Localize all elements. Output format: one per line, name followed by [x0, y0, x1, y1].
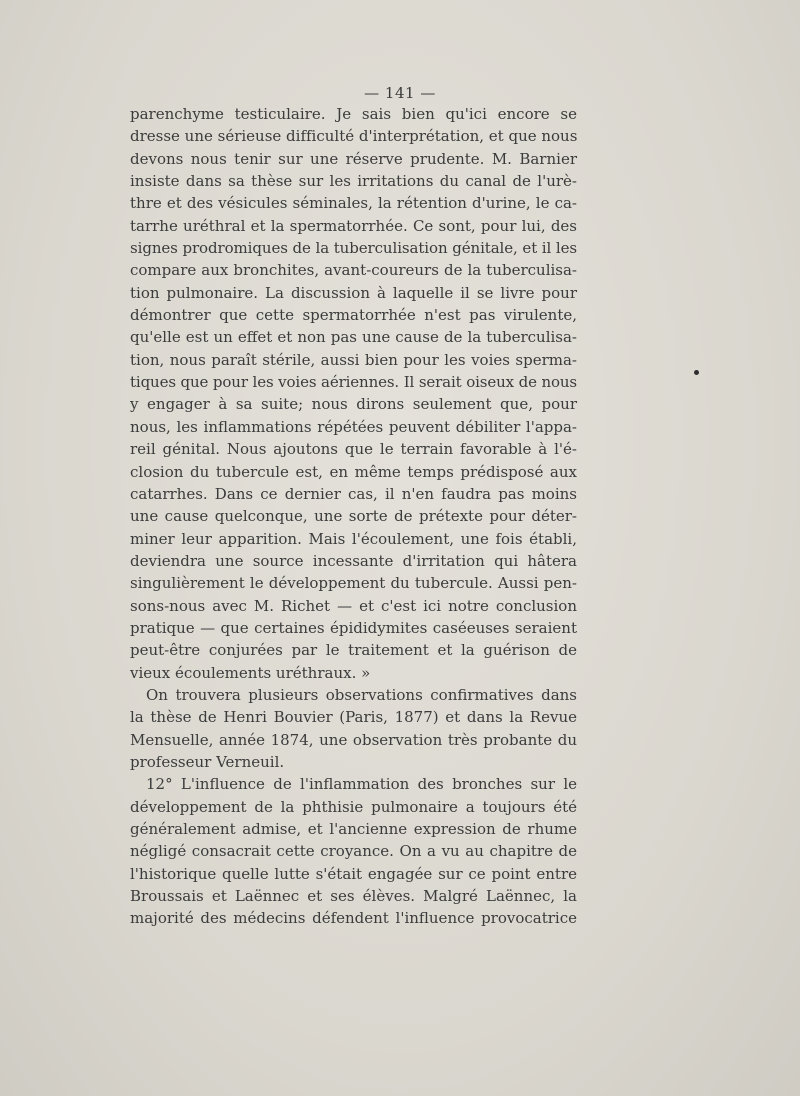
text-line: catarrhes. Dans ce dernier cas, il n'en faudra pas moins	[130, 484, 577, 503]
text-line: vieux écoulements uréthraux. »	[130, 663, 371, 682]
text-line: parenchyme testiculaire. Je sais bien qu'ici encore se	[130, 105, 577, 123]
text-line: la thèse de Henri Bouvier (Paris, 1877) et dans la Revue	[130, 708, 577, 727]
paragraph-start-line: On trouvera plusieurs observations confirmatives dans	[146, 685, 577, 704]
text-line: tion pulmonaire. La discussion à laquelle il se livre pour	[130, 283, 577, 302]
text-line: compare aux bronchites, avant-coureurs de la tuberculisa-	[130, 261, 577, 280]
text-line: pratique — que certaines épididymites caséeuses seraient	[130, 618, 577, 637]
text-line: professeur Verneuil.	[130, 752, 285, 771]
body-text	[130, 103, 577, 930]
text-line: dresse une sérieuse difficulté d'interprétation, et que nous	[130, 127, 578, 146]
text-line: thre et des vésicules séminales, la rétention d'urine, le ca-	[130, 194, 577, 213]
text-line: devons nous tenir sur une réserve prudente. M. Barnier	[130, 149, 577, 168]
text-line: généralement admise, et l'ancienne expression de rhume	[130, 820, 577, 838]
text-line: y engager à sa suite; nous dirons seulement que, pour	[130, 395, 577, 414]
text-line: majorité des médecins défendent l'influence provocatrice	[130, 909, 577, 928]
text-line: l'historique quelle lutte s'était engagée sur ce point entre	[130, 864, 577, 883]
text-line: démontrer que cette spermatorrhée n'est pas virulente,	[130, 306, 577, 325]
text-line: insiste dans sa thèse sur les irritations du canal de l'urè-	[130, 172, 577, 191]
text-line: qu'elle est un effet et non pas une cause de la tuberculisa-	[130, 328, 577, 347]
text-line: signes prodromiques de la tuberculisation génitale, et il les	[130, 239, 577, 258]
text-line: tarrhe uréthral et la spermatorrhée. Ce sont, pour lui, des	[130, 216, 577, 235]
text-line: nous, les inflammations répétées peuvent débiliter l'appa-	[130, 417, 577, 436]
ink-speck	[694, 370, 699, 375]
text-line: tion, nous paraît stérile, aussi bien pour les voies sperma-	[130, 350, 577, 369]
text-line: une cause quelconque, une sorte de prétexte pour déter-	[130, 507, 577, 526]
text-line: Mensuelle, année 1874, une observation très probante du	[130, 730, 577, 749]
text-line: négligé consacrait cette croyance. On a vu au chapitre de	[130, 842, 577, 861]
text-line: développement de la phthisie pulmonaire a toujours été	[130, 797, 577, 816]
text-line: closion du tubercule est, en même temps prédisposé aux	[130, 462, 577, 481]
text-line: singulièrement le développement du tubercule. Aussi pen-	[130, 574, 577, 593]
text-line: sons-nous avec M. Richet — et c'est ici notre conclusion	[130, 596, 577, 615]
text-line: peut-être conjurées par le traitement et la guérison de	[130, 641, 577, 660]
text-line: Broussais et Laënnec et ses élèves. Malgré Laënnec, la	[130, 887, 577, 906]
text-line: reil génital. Nous ajoutons que le terrain favorable à l'é-	[130, 440, 577, 459]
paragraph-start-line: 12° L'influence de l'inflammation des bronches sur le	[146, 775, 577, 794]
page-number: — 141 —	[364, 84, 436, 102]
text-line: tiques que pour les voies aériennes. Il serait oiseux de nous	[130, 373, 578, 392]
text-line: miner leur apparition. Mais l'écoulement, une fois établi,	[130, 529, 577, 548]
text-line: deviendra une source incessante d'irritation qui hâtera	[130, 551, 577, 570]
